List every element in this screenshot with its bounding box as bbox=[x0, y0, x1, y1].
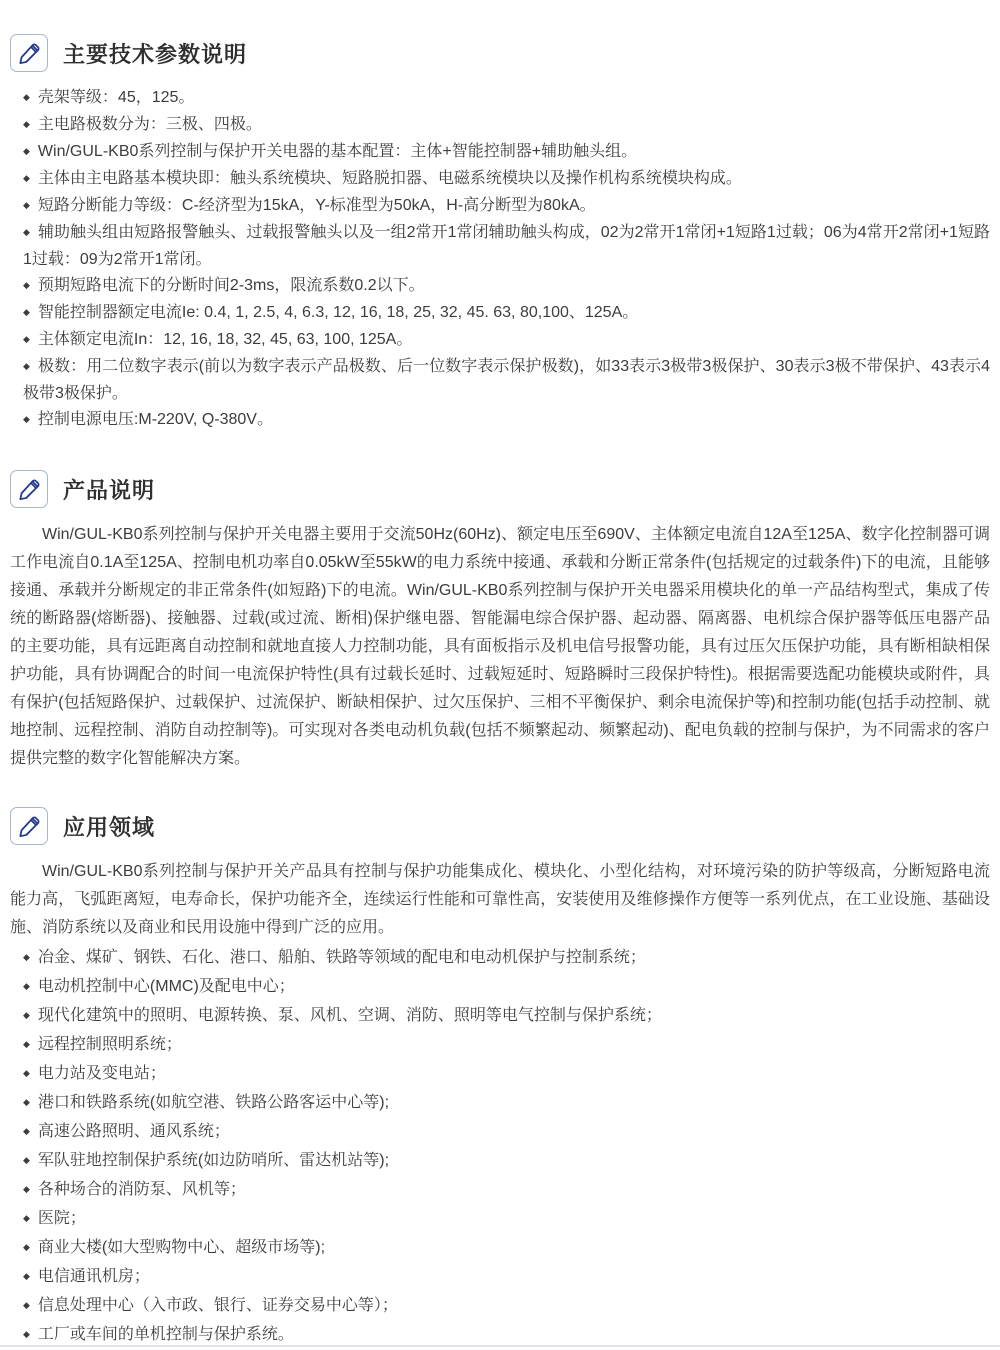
list-item: ◆ 信息处理中心（入市政、银行、证券交易中心等）； bbox=[10, 1292, 990, 1321]
list-item: ◆ 主体由主电路基本模块即：触头系统模块、短路脱扣器、电磁系统模块以及操作机构系统模块构成。 bbox=[10, 166, 990, 193]
list-item: ◆ 军队驻地控制保护系统(如边防哨所、雷达机站等); bbox=[10, 1147, 990, 1176]
list-item: ◆ 远程控制照明系统； bbox=[10, 1031, 990, 1060]
list-item: ◆ 主体额定电流In：12, 16, 18, 32, 45, 63, 100, 125A。 bbox=[10, 327, 990, 354]
pencil-icon bbox=[10, 470, 48, 508]
list-item: ◆ 各种场合的消防泵、风机等； bbox=[10, 1176, 990, 1205]
pencil-icon bbox=[10, 34, 48, 72]
page-bottom-divider bbox=[0, 1345, 1000, 1347]
section-product-description bbox=[10, 470, 990, 773]
list-item: ◆ 冶金、煤矿、钢铁、石化、港口、船舶、铁路等领域的配电和电动机保护与控制系统； bbox=[10, 944, 990, 973]
list-item: ◆ 智能控制器额定电流Ie: 0.4, 1, 2.5, 4, 6.3, 12, 16, 18, 25, 32, 45. 63, 80,100、125A。 bbox=[10, 300, 990, 327]
section-header bbox=[10, 34, 990, 72]
list-item: ◆ 电信通讯机房； bbox=[10, 1263, 990, 1292]
list-item: ◆ Win/GUL-KB0系列控制与保护开关电器的基本配置：主体+智能控制器+辅助触头组。 bbox=[10, 139, 990, 166]
section-header bbox=[10, 470, 990, 508]
section-title: 产品说明 bbox=[63, 477, 156, 503]
list-item: ◆ 商业大楼(如大型购物中心、超级市场等); bbox=[10, 1234, 990, 1263]
applications-intro-paragraph: Win/GUL-KB0系列控制与保护开关产品具有控制与保护功能集成化、模块化、小型化结构，对环境污染的防护等级高，分断短路电流能力高，飞弧距离短，电寿命长，保护功能齐全，连续运行性能和可靠性高，安装使用及维修操作方便等一系列优点，在工业设施、基础设施、消防系统以及商业和民用设施中得到广泛的应用。 bbox=[10, 863, 990, 936]
list-item: ◆ 主电路极数分为：三极、四极。 bbox=[10, 112, 990, 139]
section-title: 应用领域 bbox=[63, 814, 156, 840]
list-item: ◆ 高速公路照明、通风系统； bbox=[10, 1118, 990, 1147]
list-item: ◆ 控制电源电压:M-220V, Q-380V。 bbox=[10, 407, 990, 434]
list-item: ◆ 电力站及变电站； bbox=[10, 1060, 990, 1089]
section-title: 主要技术参数说明 bbox=[63, 41, 248, 67]
pencil-icon bbox=[10, 807, 48, 845]
list-item: ◆ 极数：用二位数字表示(前以为数字表示产品极数、后一位数字表示保护极数)，如33表示3极带3极保护、30表示3极不带保护、43表示4极带3极保护。 bbox=[10, 354, 990, 407]
section-tech-params bbox=[10, 34, 990, 434]
list-item: ◆ 电动机控制中心(MMC)及配电中心； bbox=[10, 973, 990, 1002]
list-item: ◆ 短路分断能力等级：C-经济型为15kA，Y-标准型为50kA，H-高分断型为80kA。 bbox=[10, 193, 990, 220]
list-item: ◆ 港口和铁路系统(如航空港、铁路公路客运中心等); bbox=[10, 1089, 990, 1118]
list-item: ◆ 医院； bbox=[10, 1205, 990, 1234]
applications-list bbox=[10, 944, 990, 1350]
list-item: ◆ 辅助触头组由短路报警触头、过载报警触头以及一组2常开1常闭辅助触头构成，02为2常开1常闭+1短路1过载；06为4常开2常闭+1短路1过载：09为2常开1常闭。 bbox=[10, 220, 990, 273]
list-item: ◆ 工厂或车间的单机控制与保护系统。 bbox=[10, 1321, 990, 1350]
list-item: ◆ 现代化建筑中的照明、电源转换、泵、风机、空调、消防、照明等电气控制与保护系统； bbox=[10, 1002, 990, 1031]
list-item: ◆ 壳架等级：45，125。 bbox=[10, 85, 990, 112]
product-description-paragraph: Win/GUL-KB0系列控制与保护开关电器主要用于交流50Hz(60Hz)、额定电压至690V、主体额定电流自12A至125A、数字化控制器可调工作电流自0.1A至125A、控制电机功率自0.05kW至55kW的电力系统中接通、承载和分断正常条件(包括规定的过载条件)下的电流，且能够接通、承载并分断规定的非正常条件(如短路)下的电流。Win/GUL-KB0系列控制与保护开关电器采用模块化的单一产品结构型式，集成了传统的断路器(熔断器)、接触器、过载(或过流、断相)保护继电器、智能漏电综合保护器、起动器、隔离器、电机综合保护器等低压电器产品的主要功能，具有远距离自动控制和就地直接人力控制功能，具有面板指示及机电信号报警功能，具有过压欠压保护功能，具有断相缺相保护功能，具有协调配合的时间一电流保护特性(具有过载长延时、过载短延时、短路瞬时三段保护特性)。根据需要选配功能模块或附件，具有保护(包括短路保护、过载保护、过流保护、断缺相保护、过欠压保护、三相不平衡保护、剩余电流保护等)和控制功能(包括手动控制、就地控制、远程控制、消防自动控制等)。可实现对各类电动机负载(包括不频繁起动、频繁起动)、配电负载的控制与保护，为不同需求的客户提供完整的数字化智能解决方案。 bbox=[10, 526, 990, 767]
section-header bbox=[10, 807, 990, 845]
section-applications bbox=[10, 807, 990, 1350]
tech-params-list bbox=[10, 85, 990, 434]
list-item: ◆ 预期短路电流下的分断时间2-3ms，限流系数0.2以下。 bbox=[10, 273, 990, 300]
